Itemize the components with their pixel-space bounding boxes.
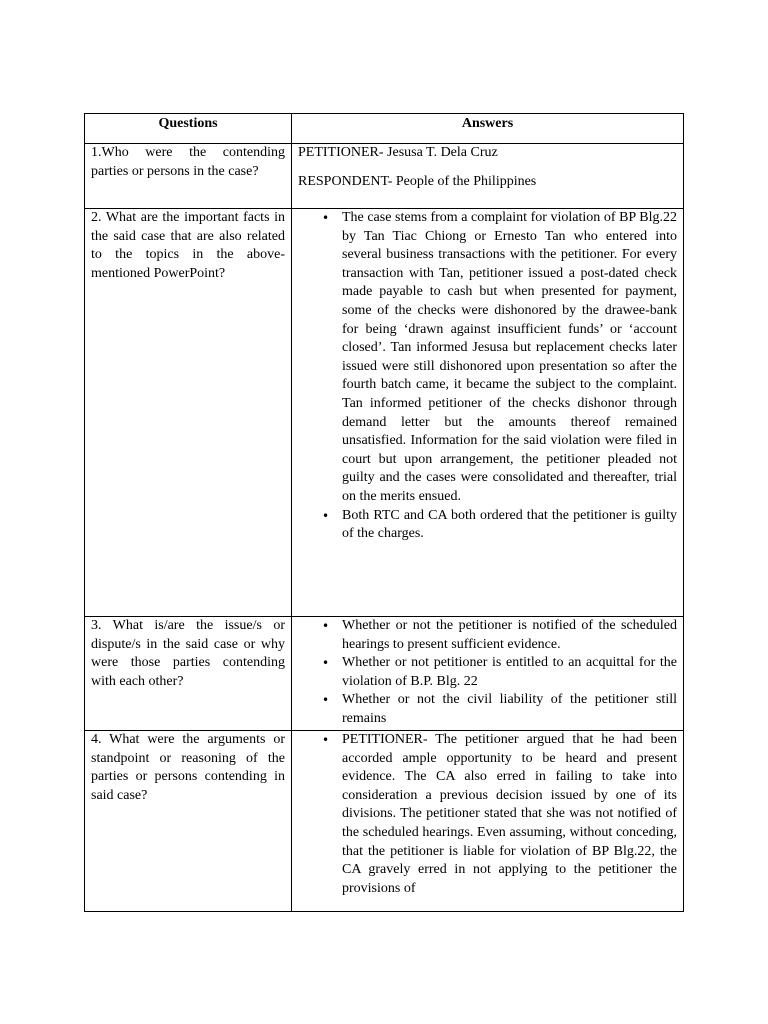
answer-clip (298, 731, 677, 898)
qa-table (84, 113, 684, 912)
header-row (85, 114, 684, 144)
list-item: • PETITIONER- The petitioner argued that he had been accorded ample opportunity to be heard and present evidence. The CA also erred in failing to take into consideration a previous decision issued by one of its divisions. The petitioner stated that she was not notified of the scheduled hearings. Even assuming, without conceding, that the petitioner is liable for violation of BP Blg.22, the CA gravely erred in not applying to the petitioner the provisions of (342, 731, 677, 898)
answer-cell (292, 144, 684, 209)
bullet-list (298, 209, 677, 544)
answer-cell (292, 617, 684, 731)
answers-header: Answers (292, 114, 684, 144)
list-item: • Whether or not the civil liability of the petitioner still remains (342, 691, 677, 728)
bullet-list (298, 617, 677, 729)
petitioner-line: PETITIONER- Jesusa T. Dela Cruz (298, 145, 498, 160)
question-cell: 4. What were the arguments or standpoint or reasoning of the parties or persons contending in said case? (85, 731, 292, 912)
respondent-line: RESPONDENT- People of the Philippines (298, 173, 537, 189)
table-row (85, 209, 684, 617)
list-item: • Both RTC and CA both ordered that the petitioner is guilty of the charges. (342, 507, 677, 544)
answer-cell (292, 731, 684, 912)
list-item: • Whether or not petitioner is entitled to an acquittal for the violation of B.P. Blg. 22 (342, 654, 677, 691)
answer-cell (292, 209, 684, 617)
table-row (85, 144, 684, 209)
bullet-list (298, 731, 677, 898)
question-cell: 2. What are the important facts in the said case that are also related to the topics in the above-mentioned PowerPoint? (85, 209, 292, 617)
list-item: • The case stems from a complaint for violation of BP Blg.22 by Tan Tiac Chiong or Ernesto Tan who entered into several business transactions with the petitioner. For every transaction with Tan, petitioner issued a post-dated check made payable to cash but when presented for payment, some of the checks were dishonored by the drawee-bank for being ‘drawn against insufficient funds’ or ‘account closed’. Tan informed Jesusa but replacement checks later issued were still dishonored upon presentation so after the fourth batch came, it became the subject to the complaint. Tan informed petitioner of the checks dishonor through demand letter but the amounts thereof remained unsatisfied. Information for the said violation were filed in court but upon arrangement, the petitioner pleaded not guilty and the cases were consolidated and thereafter, trial on the merits ensued. (342, 209, 677, 507)
list-item: • Whether or not the petitioner is notified of the scheduled hearings to present sufficient evidence. (342, 617, 677, 654)
question-cell: 1.Who were the contending parties or persons in the case? (85, 144, 292, 209)
question-cell: 3. What is/are the issue/s or dispute/s in the said case or why were those parties contending with each other? (85, 617, 292, 731)
table-row (85, 731, 684, 912)
table-row (85, 617, 684, 731)
questions-header: Questions (85, 114, 292, 144)
